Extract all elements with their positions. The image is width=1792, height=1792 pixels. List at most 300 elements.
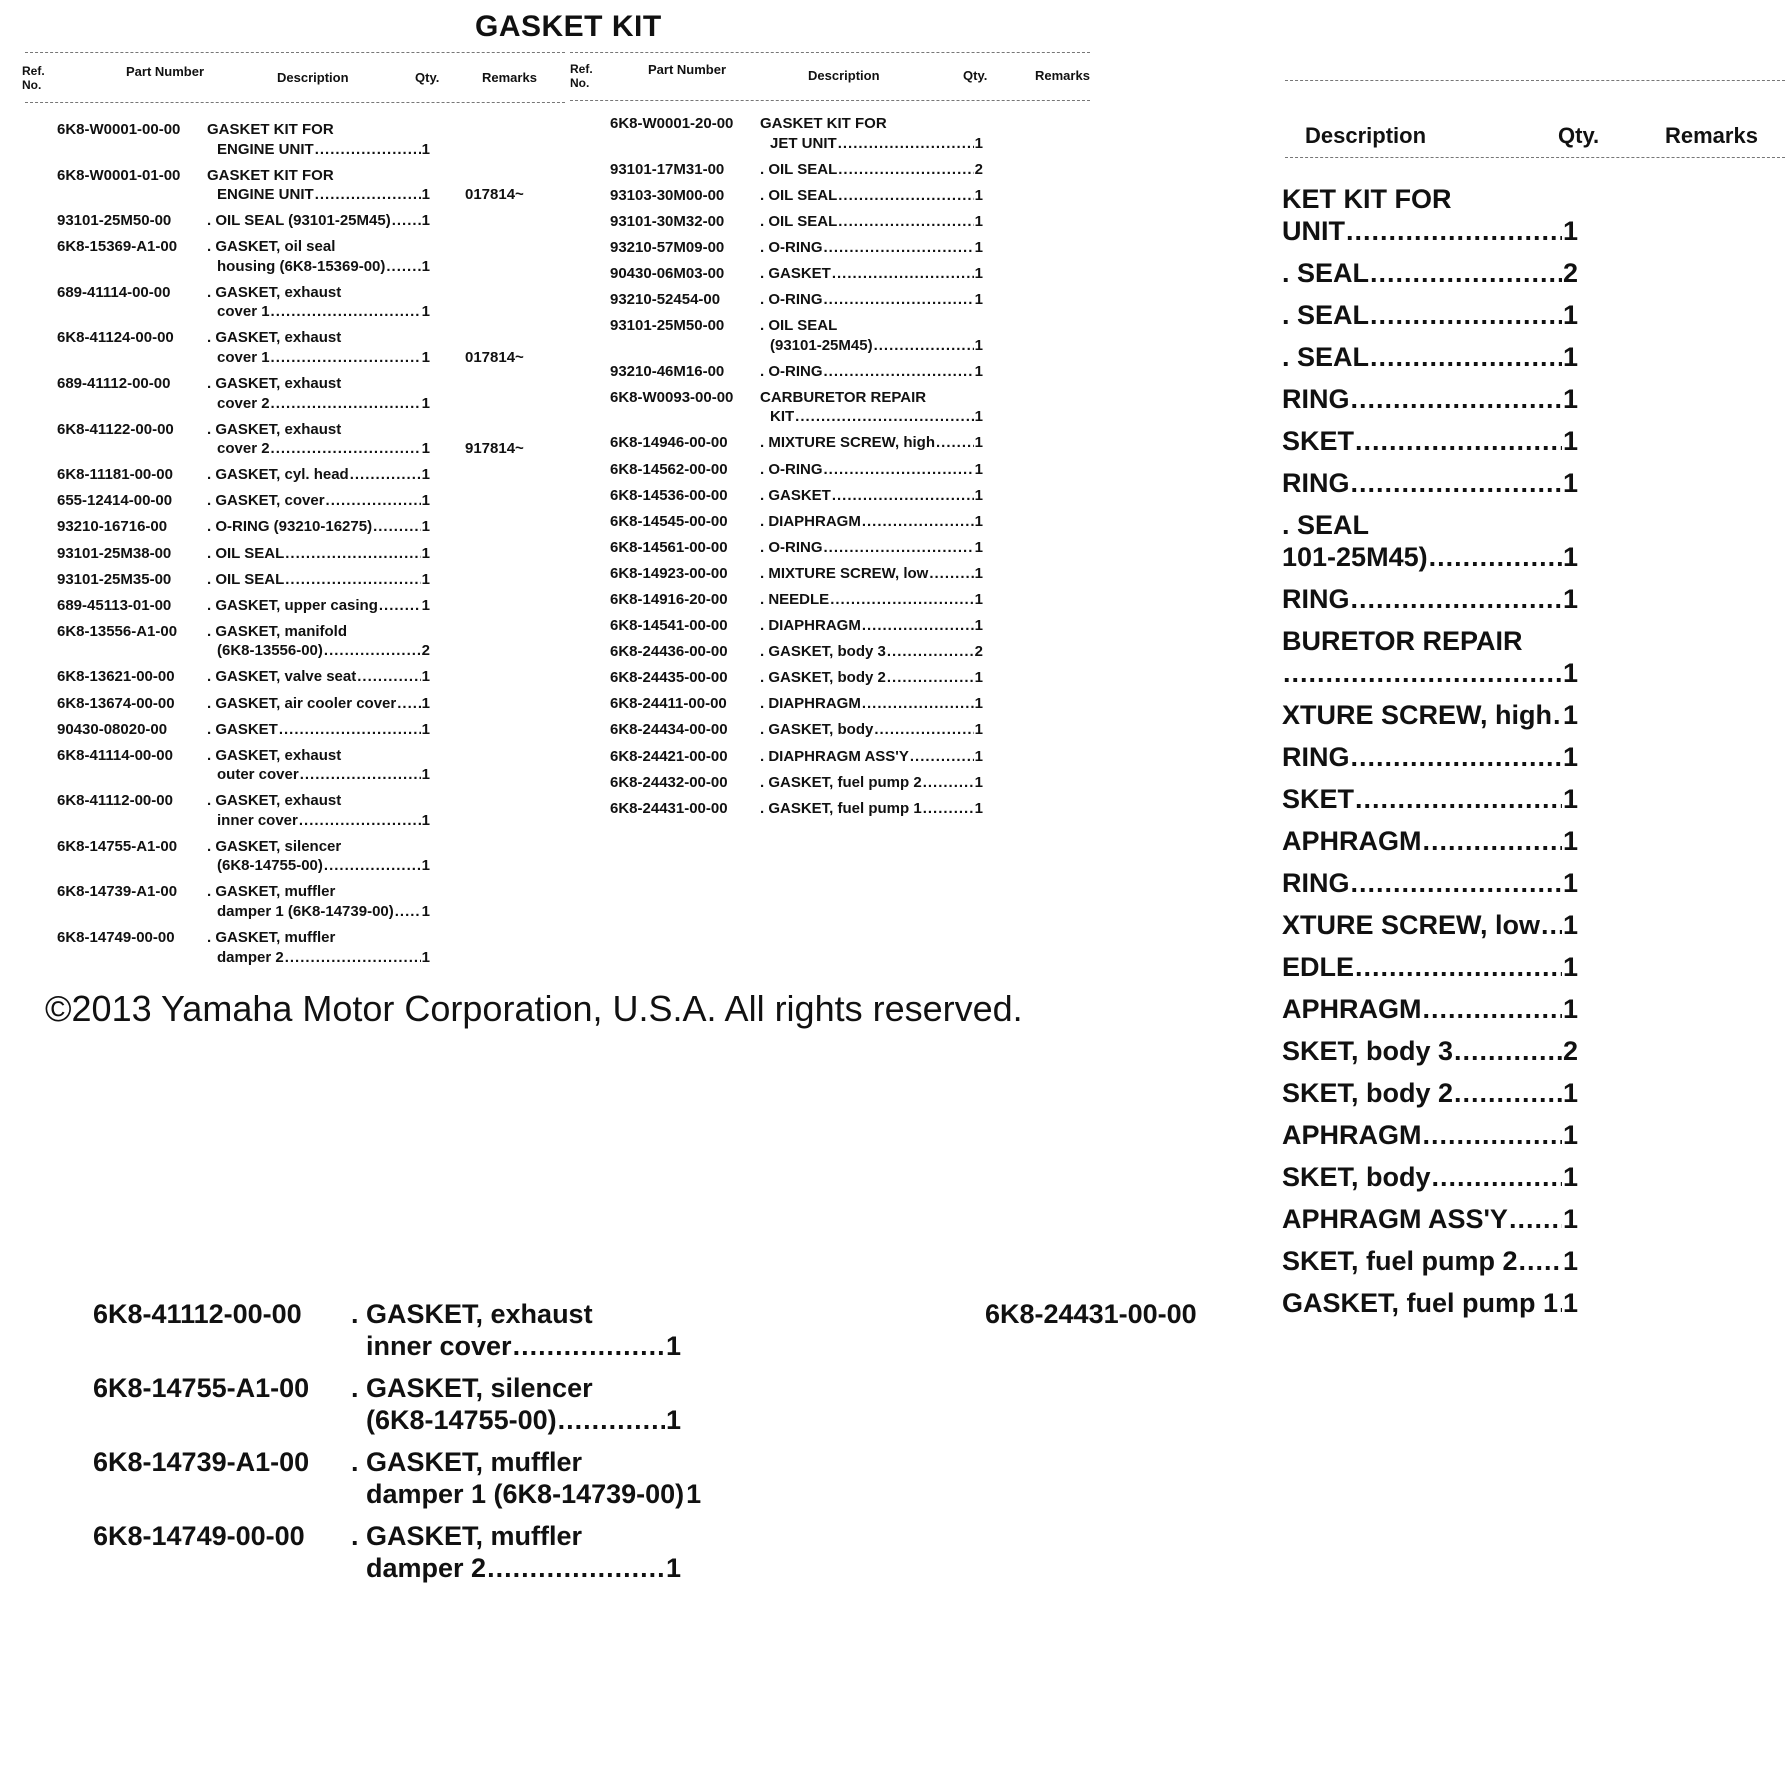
leader-dots	[838, 160, 973, 180]
description-text: (93101-25M45)	[770, 336, 873, 354]
quantity: 1	[421, 303, 430, 321]
remarks: 917814~	[465, 440, 524, 458]
part-number: 6K8-14755-A1-00	[93, 1373, 310, 1403]
part-row	[1282, 1119, 1578, 1151]
description-text: outer cover	[217, 766, 299, 784]
description-text: ENGINE UNIT	[217, 186, 314, 204]
quantity: 1	[974, 669, 983, 687]
part-number: 6K8-14541-00-00	[610, 617, 728, 635]
description-text: . O-RING	[760, 538, 823, 556]
part-row	[1282, 467, 1578, 499]
quantity: 1	[421, 694, 430, 712]
description-text: . MIXTURE SCREW, low	[760, 564, 929, 582]
part-description	[760, 747, 983, 767]
part-description	[1282, 1077, 1578, 1109]
description-text: . OIL SEAL	[760, 186, 838, 204]
part-row	[1282, 1077, 1578, 1109]
part-number: 6K8-24434-00-00	[610, 721, 728, 739]
description-text: cover 2	[217, 394, 270, 412]
description-text: APHRAGM ASS'Y	[1282, 1204, 1508, 1234]
quantity: 1	[1562, 658, 1578, 688]
quantity: 1	[421, 811, 430, 829]
quantity: 1	[974, 134, 983, 152]
header-qty: Qty.	[415, 70, 440, 85]
description-line	[207, 491, 430, 511]
description-text: . O-RING (93210-16275)	[207, 518, 373, 536]
part-row	[57, 374, 577, 413]
description-text: . DIAPHRAGM	[760, 512, 861, 530]
leader-dots	[379, 596, 421, 616]
quantity: 1	[1562, 542, 1578, 572]
part-description	[1282, 425, 1578, 457]
part-number: 90430-08020-00	[57, 720, 168, 738]
leader-dots	[1553, 699, 1562, 731]
quantity: 1	[974, 617, 983, 635]
part-row	[57, 694, 577, 714]
description-text: . NEEDLE	[760, 591, 830, 608]
part-description	[207, 720, 430, 740]
zoom-header-rule-top	[1285, 80, 1785, 81]
part-description	[760, 512, 983, 532]
description-line	[1282, 425, 1578, 457]
part-row	[610, 512, 983, 532]
description-line	[207, 211, 430, 231]
part-row	[1282, 425, 1578, 457]
quantity: 1	[974, 460, 983, 478]
part-row	[610, 362, 983, 382]
quantity: 1	[974, 747, 983, 765]
description-text: UNIT	[1282, 216, 1345, 246]
part-row	[1282, 741, 1578, 773]
part-row	[57, 544, 577, 564]
leader-dots	[862, 694, 974, 714]
part-description	[760, 720, 983, 740]
part-description	[207, 517, 430, 537]
leader-dots	[271, 439, 421, 459]
part-row	[1282, 1287, 1578, 1319]
part-description	[1282, 825, 1578, 857]
part-number: 93210-46M16-00	[610, 362, 725, 380]
part-description	[760, 590, 983, 610]
part-row	[57, 791, 577, 830]
quantity: 1	[1562, 426, 1578, 456]
part-description	[760, 642, 983, 662]
description-line	[1282, 657, 1578, 689]
description-line	[760, 238, 983, 258]
description-text: . DIAPHRAGM ASS'Y	[760, 747, 909, 765]
leader-dots	[271, 394, 421, 414]
part-description	[1282, 1161, 1578, 1193]
quantity: 1	[974, 434, 983, 452]
quantity: 2	[421, 642, 430, 660]
leader-dots	[1355, 425, 1562, 457]
description-line	[1282, 1119, 1578, 1151]
leader-dots	[874, 720, 973, 740]
part-number: 6K8-41122-00-00	[57, 420, 174, 438]
leader-dots	[1519, 1245, 1562, 1277]
part-description	[760, 486, 983, 506]
leader-dots	[832, 486, 974, 506]
description-text: GASKET, fuel pump 1	[1282, 1288, 1559, 1318]
part-row	[1282, 509, 1578, 573]
part-description	[760, 264, 983, 284]
quantity: 1	[1562, 868, 1578, 898]
part-description	[351, 1446, 702, 1510]
leader-dots	[1423, 993, 1562, 1025]
description-line: BURETOR REPAIR	[1282, 626, 1523, 656]
quantity: 1	[974, 695, 983, 713]
part-number: 6K8-13556-A1-00	[57, 622, 178, 640]
part-number: 6K8-14916-20-00	[610, 591, 728, 608]
description-line: . GASKET, muffler	[351, 1521, 583, 1551]
description-line	[1282, 783, 1578, 815]
quantity: 1	[1562, 826, 1578, 856]
quantity: 1	[974, 564, 983, 582]
description-line	[351, 1404, 681, 1436]
leader-dots	[1454, 1077, 1562, 1109]
description-text: . O-RING	[760, 238, 823, 256]
description-text: APHRAGM	[1282, 1120, 1422, 1150]
quantity: 1	[974, 238, 983, 256]
description-line	[1282, 299, 1578, 331]
part-description	[1282, 583, 1578, 615]
leader-dots	[1423, 1119, 1562, 1151]
description-text: RING	[1282, 384, 1350, 414]
part-description	[207, 420, 430, 459]
part-row	[57, 517, 577, 537]
part-number: 6K8-14749-00-00	[57, 929, 175, 947]
description-line	[1282, 467, 1578, 499]
leader-dots	[1432, 1161, 1562, 1193]
header-remarks: Remarks	[1665, 123, 1758, 148]
description-text: . OIL SEAL	[760, 212, 838, 230]
description-text: SKET, fuel pump 2	[1282, 1246, 1518, 1276]
part-description	[760, 616, 983, 636]
quantity: 1	[421, 857, 430, 875]
part-row	[57, 720, 577, 740]
right-column-header	[570, 62, 1100, 98]
description-text: JET UNIT	[770, 134, 837, 152]
part-row	[57, 211, 577, 231]
leader-dots	[824, 538, 974, 558]
description-line: CARBURETOR REPAIR	[760, 388, 927, 406]
part-row	[57, 420, 577, 459]
part-number: 6K8-41112-00-00	[57, 792, 173, 810]
description-text: cover 1	[217, 348, 270, 366]
description-line	[207, 257, 430, 277]
part-description	[760, 212, 983, 232]
part-row	[1282, 299, 1578, 331]
header-remarks: Remarks	[1035, 68, 1090, 83]
description-line	[1282, 1035, 1578, 1067]
description-text: . SEAL	[1282, 342, 1370, 372]
leader-dots	[1429, 541, 1562, 573]
part-row	[57, 837, 577, 876]
quantity: 1	[974, 186, 983, 204]
quantity: 1	[1562, 952, 1578, 982]
leader-dots	[315, 185, 421, 205]
quantity: 1	[421, 570, 430, 588]
part-description	[207, 465, 430, 485]
part-description	[760, 316, 983, 355]
quantity: 1	[421, 466, 430, 484]
leader-dots	[392, 211, 421, 231]
description-line	[1282, 699, 1578, 731]
leader-dots	[279, 720, 421, 740]
part-description	[1282, 1203, 1578, 1235]
leader-dots	[830, 590, 973, 610]
description-line	[351, 1478, 702, 1510]
quantity: 1	[974, 721, 983, 739]
description-text: SKET, body	[1282, 1162, 1431, 1192]
header-qty: Qty.	[963, 68, 988, 83]
description-text: . O-RING	[760, 362, 823, 380]
description-text: SKET	[1282, 426, 1355, 456]
part-number: 93210-57M09-00	[610, 238, 725, 256]
description-line	[760, 433, 983, 453]
part-row	[57, 166, 577, 205]
description-text: XTURE SCREW, low	[1282, 910, 1541, 940]
remarks: 017814~	[465, 348, 524, 366]
leader-dots	[1370, 299, 1562, 331]
quantity: 1	[421, 394, 430, 412]
description-line	[1282, 1245, 1578, 1277]
part-row	[1282, 625, 1578, 689]
description-text: RING	[1282, 468, 1350, 498]
description-line	[760, 668, 983, 688]
part-number: 93210-52454-00	[610, 291, 721, 309]
description-line	[1282, 341, 1578, 373]
leader-dots	[824, 362, 974, 382]
part-description	[760, 694, 983, 714]
description-line	[1282, 825, 1578, 857]
description-text: cover 1	[217, 303, 270, 321]
description-text: . GASKET, fuel pump 1	[760, 799, 922, 817]
part-description	[207, 694, 430, 714]
description-line	[760, 564, 983, 584]
part-row	[57, 283, 577, 322]
quantity: 1	[1562, 1288, 1578, 1318]
part-row	[57, 491, 577, 511]
leader-dots	[887, 668, 974, 688]
part-description	[760, 773, 983, 793]
part-description	[207, 283, 430, 322]
part-number: 6K8-24411-00-00	[610, 695, 727, 713]
part-description	[760, 290, 983, 310]
part-number: 689-41112-00-00	[57, 375, 171, 393]
part-description	[1282, 341, 1578, 373]
description-line: . GASKET, muffler	[207, 929, 336, 947]
part-number: 90430-06M03-00	[610, 264, 725, 282]
description-line: . GASKET, oil seal	[207, 238, 336, 256]
part-row	[610, 160, 983, 180]
part-number: 93101-30M32-00	[610, 212, 725, 230]
leader-dots	[1423, 825, 1562, 857]
part-description	[1282, 183, 1578, 247]
description-line	[760, 186, 983, 206]
part-row	[1282, 383, 1578, 415]
part-row	[610, 616, 983, 636]
part-number: 6K8-W0001-00-00	[57, 121, 181, 138]
quantity: 1	[974, 212, 983, 230]
quantity: 1	[421, 186, 430, 204]
description-line	[207, 856, 430, 876]
part-row	[610, 212, 983, 232]
leader-dots	[395, 902, 421, 922]
part-row	[57, 328, 577, 367]
part-row	[610, 290, 983, 310]
description-line	[760, 134, 983, 154]
description-text: . OIL SEAL	[760, 160, 838, 178]
description-text: . O-RING	[760, 460, 823, 478]
leader-dots	[300, 765, 421, 785]
zoom-right-list	[1282, 183, 1578, 1329]
description-text: . GASKET	[207, 720, 278, 738]
part-row	[610, 538, 983, 558]
description-text: RING	[1282, 584, 1350, 614]
leader-dots	[271, 302, 421, 322]
zoom-right-header	[1290, 123, 1790, 153]
part-number: 6K8-14755-A1-00	[57, 837, 178, 855]
leader-dots	[324, 641, 421, 661]
quantity: 1	[974, 362, 983, 380]
quantity: 2	[974, 643, 983, 661]
leader-dots	[1351, 867, 1562, 899]
description-line	[207, 348, 430, 368]
quantity: 2	[974, 160, 983, 178]
description-line	[1282, 1161, 1578, 1193]
description-text: cover 2	[217, 440, 270, 458]
description-text: SKET	[1282, 784, 1355, 814]
leader-dots	[824, 460, 974, 480]
description-line	[1282, 583, 1578, 615]
description-text: . GASKET, air cooler cover	[207, 694, 397, 712]
leader-dots	[862, 512, 974, 532]
part-number: 6K8-14561-00-00	[610, 538, 728, 556]
description-text: . GASKET, body 2	[760, 669, 886, 687]
description-line	[1282, 909, 1578, 941]
description-text: . GASKET, cyl. head	[207, 466, 349, 484]
part-description	[207, 544, 430, 564]
description-text: damper 2	[366, 1553, 487, 1583]
description-line: . GASKET, muffler	[351, 1447, 583, 1477]
description-line	[351, 1330, 681, 1362]
quantity: 1	[1562, 300, 1578, 330]
part-number: 93103-30M00-00	[610, 186, 725, 204]
right-parts-list	[610, 114, 983, 825]
quantity: 1	[974, 538, 983, 556]
part-number: 6K8-W0001-01-00	[57, 166, 181, 184]
leader-dots	[862, 616, 974, 636]
leader-dots	[285, 570, 420, 590]
part-number: 6K8-24421-00-00	[610, 747, 728, 765]
quantity: 2	[1562, 258, 1578, 288]
leader-dots	[824, 290, 974, 310]
description-line	[207, 948, 430, 968]
description-line: . GASKET, muffler	[207, 883, 336, 901]
part-description	[1282, 299, 1578, 331]
part-description	[1282, 467, 1578, 499]
part-description	[1282, 1035, 1578, 1067]
part-row	[610, 694, 983, 714]
quantity: 1	[974, 408, 983, 426]
part-row	[57, 667, 577, 687]
part-row	[57, 465, 577, 485]
quantity: 1	[974, 512, 983, 530]
quantity: 1	[421, 720, 430, 738]
header-qty: Qty.	[1558, 123, 1600, 148]
description-line	[1282, 741, 1578, 773]
part-description	[207, 928, 430, 967]
part-row	[1282, 909, 1578, 941]
part-description	[1282, 1287, 1578, 1319]
part-description	[207, 211, 430, 231]
leader-dots	[326, 491, 421, 511]
description-line	[760, 362, 983, 382]
part-row	[1282, 783, 1578, 815]
part-row	[610, 799, 983, 819]
part-row	[610, 114, 983, 153]
description-line	[760, 336, 983, 356]
header-description: Description	[808, 68, 880, 83]
quantity: 1	[1562, 1204, 1578, 1234]
description-line	[760, 512, 983, 532]
description-text: . DIAPHRAGM	[760, 617, 861, 635]
part-description	[1282, 1119, 1578, 1151]
part-description	[207, 667, 430, 687]
quantity: 1	[421, 596, 430, 614]
description-text: . SEAL	[1282, 258, 1370, 288]
description-line: GASKET KIT FOR	[207, 166, 334, 184]
part-description	[1282, 951, 1578, 983]
quantity: 1	[1562, 1078, 1578, 1108]
description-line	[1282, 383, 1578, 415]
description-text: inner cover	[217, 811, 298, 829]
part-description	[207, 491, 430, 511]
part-row	[610, 264, 983, 284]
description-text: . GASKET, upper casing	[207, 596, 378, 614]
part-description	[207, 596, 430, 616]
part-row	[1282, 1035, 1578, 1067]
description-line	[207, 641, 430, 661]
description-line	[207, 667, 430, 687]
part-row	[93, 1446, 702, 1510]
header-remarks: Remarks	[482, 70, 537, 85]
part-number: 6K8-14739-A1-00	[93, 1447, 310, 1477]
description-line	[207, 720, 430, 740]
part-row	[57, 882, 577, 921]
leader-dots	[373, 517, 421, 537]
leader-dots	[271, 348, 421, 368]
part-row	[57, 596, 577, 616]
description-line: . GASKET, exhaust	[207, 283, 342, 301]
part-row	[1282, 183, 1578, 247]
left-parts-list	[57, 120, 577, 974]
description-line: . GASKET, silencer	[207, 837, 342, 855]
part-description	[207, 237, 430, 276]
description-text: XTURE SCREW, high	[1282, 700, 1552, 730]
quantity: 1	[1562, 1120, 1578, 1150]
part-number: 6K8-W0001-20-00	[610, 115, 734, 132]
part-description	[207, 622, 430, 661]
part-number: 6K8-13621-00-00	[57, 668, 175, 686]
part-row	[1282, 1203, 1578, 1235]
part-number: 6K8-41114-00-00	[57, 746, 173, 764]
description-line	[207, 596, 430, 616]
description-line	[207, 302, 430, 322]
description-text: SKET, body 3	[1282, 1036, 1454, 1066]
header-rule-bottom-right	[570, 100, 1090, 101]
